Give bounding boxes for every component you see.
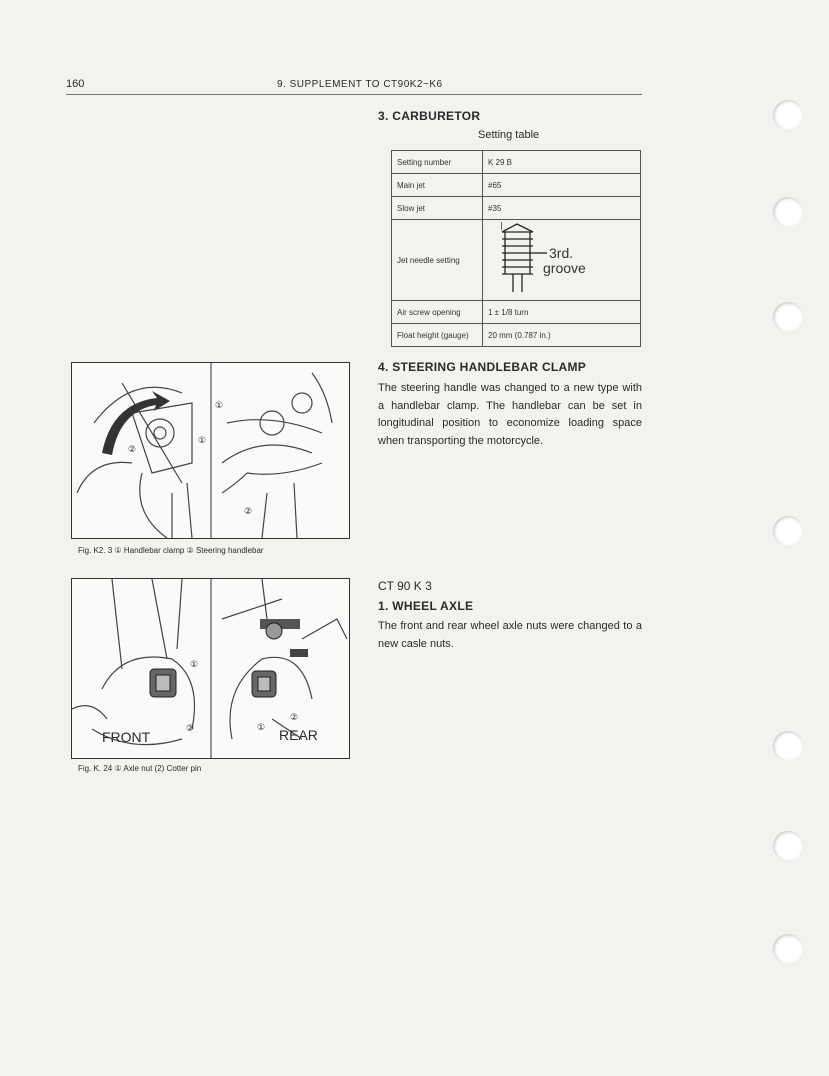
header-rule bbox=[66, 94, 642, 95]
row-label: Float height (gauge) bbox=[392, 324, 483, 347]
carburetor-heading: 3. CARBURETOR bbox=[378, 109, 481, 123]
front-label: FRONT bbox=[102, 729, 151, 745]
callout-1: ① bbox=[190, 659, 199, 669]
callout-2: ② bbox=[128, 444, 137, 454]
setting-table bbox=[391, 150, 641, 347]
callout-2: ② bbox=[186, 723, 195, 733]
table-row bbox=[392, 324, 641, 347]
row-label: Jet needle setting bbox=[392, 220, 483, 301]
wheel-axle-paragraph: The front and rear wheel axle nuts were changed to a new casle nuts. bbox=[378, 620, 642, 650]
row-value: #35 bbox=[483, 197, 641, 220]
binder-hole bbox=[773, 831, 803, 861]
table-row bbox=[392, 301, 641, 324]
figure-k24-caption: Fig. K. 24 ① Axle nut (2) Cotter pin bbox=[78, 764, 202, 773]
figure-k2-3-caption: Fig. K2. 3 ① Handlebar clamp ② Steering handlebar bbox=[78, 546, 264, 555]
page-number: 160 bbox=[66, 78, 85, 90]
steering-heading: 4. STEERING HANDLEBAR CLAMP bbox=[378, 360, 587, 374]
needle-groove-label: 3rd. bbox=[549, 245, 574, 261]
row-value: K 29 B bbox=[483, 151, 641, 174]
jet-needle-cell bbox=[483, 220, 641, 301]
binder-hole bbox=[773, 731, 803, 761]
model-heading: CT 90 K 3 bbox=[378, 579, 432, 593]
rear-label: REAR bbox=[279, 727, 318, 743]
callout-1: ① bbox=[198, 435, 207, 445]
binder-hole bbox=[773, 516, 803, 546]
callout-2: ② bbox=[244, 506, 253, 516]
needle-groove-label: groove bbox=[543, 260, 586, 276]
callout-1: ① bbox=[215, 400, 224, 410]
binder-hole bbox=[773, 197, 803, 227]
callout-1: ① bbox=[257, 722, 266, 732]
row-label: Main jet bbox=[392, 174, 483, 197]
row-label: Setting number bbox=[392, 151, 483, 174]
running-title: 9. SUPPLEMENT TO CT90K2~K6 bbox=[277, 79, 443, 90]
binder-hole bbox=[773, 302, 803, 332]
table-row bbox=[392, 197, 641, 220]
row-value: 20 mm (0.787 in.) bbox=[483, 324, 641, 347]
row-value: 1 ± 1/8 turn bbox=[483, 301, 641, 324]
table-row bbox=[392, 151, 641, 174]
handlebar-clamp-illustration bbox=[72, 363, 349, 538]
wheel-axle-heading: 1. WHEEL AXLE bbox=[378, 599, 474, 613]
setting-table-title: Setting table bbox=[478, 129, 540, 141]
callout-2: ② bbox=[290, 712, 299, 722]
binder-hole bbox=[773, 100, 803, 130]
steering-paragraph: The steering handle was changed to a new type with a handlebar clamp. The handlebar can be set in longitudinal position to economize loading space when transporting the motorcycle. bbox=[378, 382, 642, 447]
figure-k2-3 bbox=[71, 362, 350, 539]
row-label: Slow jet bbox=[392, 197, 483, 220]
table-row bbox=[392, 174, 641, 197]
table-row bbox=[392, 220, 641, 301]
figure-k24 bbox=[71, 578, 350, 759]
binder-hole bbox=[773, 934, 803, 964]
row-value: #65 bbox=[483, 174, 641, 197]
row-label: Air screw opening bbox=[392, 301, 483, 324]
